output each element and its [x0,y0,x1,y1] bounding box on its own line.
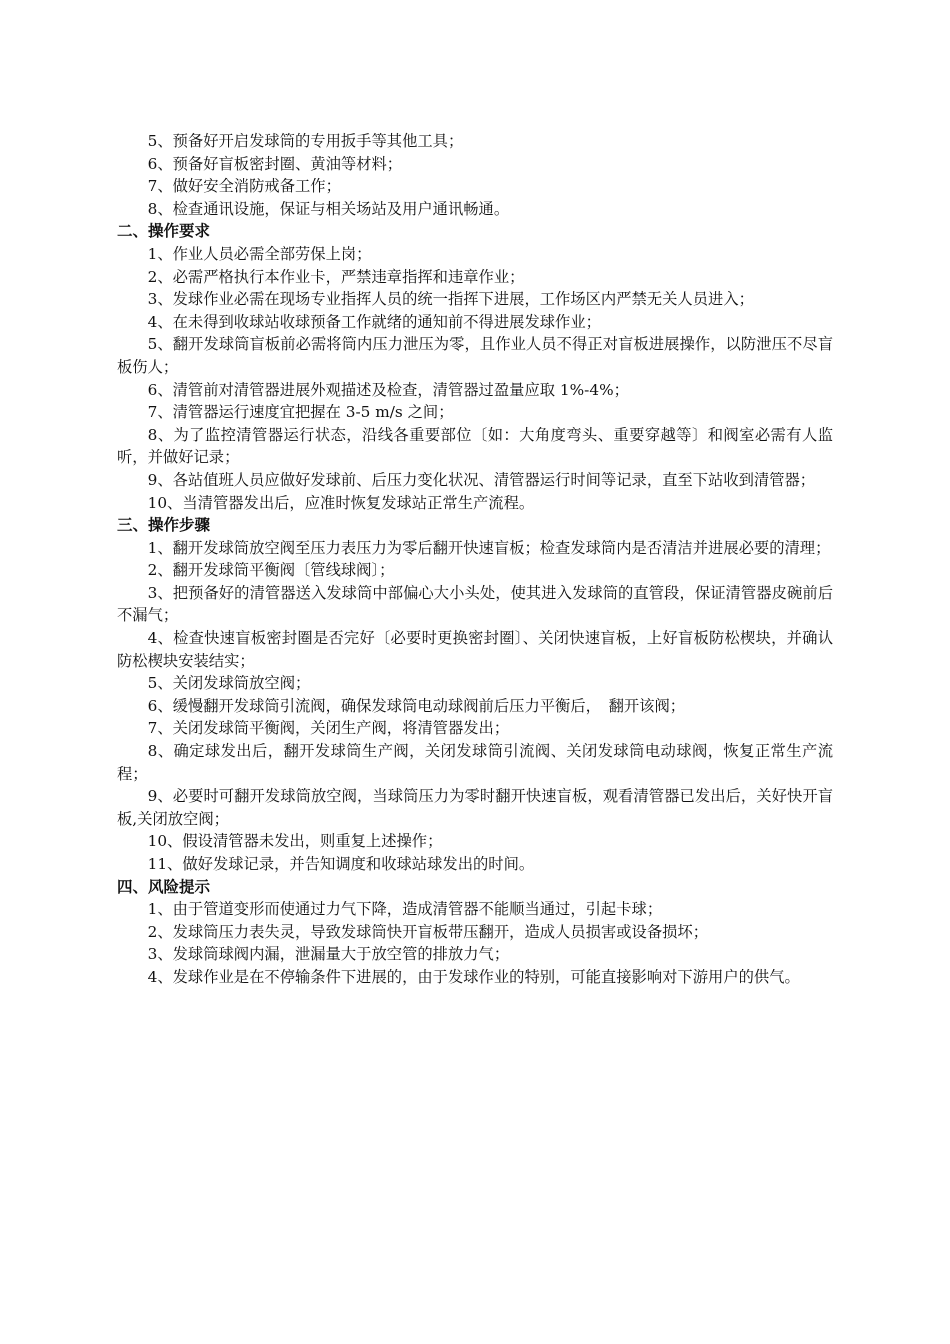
section-heading: 二、操作要求 [117,222,211,241]
list-item: 1、由于管道变形而使通过力气下降，造成清管器不能顺当通过，引起卡球； [147,900,663,919]
section-heading: 四、风险提示 [117,877,211,896]
list-item: 2、翻开发球筒平衡阀〔管线球阀〕； [147,561,395,580]
intro-section [117,130,833,220]
list-item: 3、发球筒球阀内漏，泄漏量大于放空管的排放力气； [147,945,510,964]
list-item: 7、做好安全消防戒备工作； [147,177,341,196]
list-item: 4、在未得到收球站收球预备工作就绪的通知前不得进展发球作业； [147,312,601,331]
list-item: 8、检查通讯设施，保证与相关场站及用户通讯畅通。 [147,199,510,218]
list-item: 1、作业人员必需全部劳保上岗； [147,244,372,263]
section-operation-requirements [117,220,833,514]
list-item: 9、必要时可翻开发球筒放空阀，当球筒压力为零时翻开快速盲板，观看清管器已发出后，关好快开盲板,关闭放空阀； [117,787,833,828]
list-item: 10、假设清管器未发出，则重复上述操作； [147,832,443,851]
section-risk-warnings [117,876,833,989]
list-item: 2、发球筒压力表失灵，导致发球筒快开盲板带压翻开，造成人员损害或设备损坏； [147,922,709,941]
list-item: 1、翻开发球筒放空阀至压力表压力为零后翻开快速盲板；检查发球筒内是否清洁并进展必要的清理； [147,538,831,557]
list-item: 7、清管器运行速度宜把握在 3-5 m/s 之间； [147,403,454,422]
list-item: 4、检查快速盲板密封圈是否完好〔必要时更换密封圈〕、关闭快速盲板，上好盲板防松楔块，并确认防松楔块安装结实； [117,629,833,670]
list-item: 2、必需严格执行本作业卡，严禁违章指挥和违章作业； [147,267,525,286]
list-item: 10、当清管器发出后，应准时恢复发球站正常生产流程。 [147,493,535,512]
list-item: 4、发球作业是在不停输条件下进展的，由于发球作业的特别，可能直接影响对下游用户的供气。 [147,967,800,986]
document-page [117,130,833,989]
section-operation-steps [117,514,833,876]
list-item: 6、预备好盲板密封圈、黄油等材料； [147,154,403,173]
list-item: 5、关闭发球筒放空阀； [147,674,311,693]
list-item: 9、各站值班人员应做好发球前、后压力变化状况、清管器运行时间等记录，直至下站收到清管器； [147,470,816,489]
section-heading: 三、操作步骤 [117,516,211,535]
list-item: 8、确定球发出后，翻开发球筒生产阀，关闭发球筒引流阀、关闭发球筒电动球阀，恢复正常生产流程； [117,742,833,783]
list-item: 6、清管前对清管器进展外观描述及检查，清管器过盈量应取 1%-4%； [147,380,629,399]
list-item: 3、把预备好的清管器送入发球筒中部偏心大小头处，使其进入发球筒的直管段，保证清管器皮碗前后不漏气； [117,583,833,625]
list-item: 8、为了监控清管器运行状态，沿线各重要部位〔如：大角度弯头、重要穿越等〕和阀室必需有人监听，并做好记录； [117,425,833,467]
list-item: 5、预备好开启发球筒的专用扳手等其他工具； [147,132,464,150]
list-item: 11、做好发球记录，并告知调度和收球站球发出的时间。 [147,855,535,873]
list-item: 5、翻开发球筒盲板前必需将筒内压力泄压为零，且作业人员不得正对盲板进展操作，以防泄压不尽盲板伤人； [117,335,833,376]
list-item: 6、缓慢翻开发球筒引流阀，确保发球筒电动球阀前后压力平衡后， 翻开该阀； [147,696,686,715]
list-item: 3、发球作业必需在现场专业指挥人员的统一指挥下进展，工作场区内严禁无关人员进入； [147,290,754,309]
list-item: 7、关闭发球筒平衡阀，关闭生产阀，将清管器发出； [147,719,510,738]
